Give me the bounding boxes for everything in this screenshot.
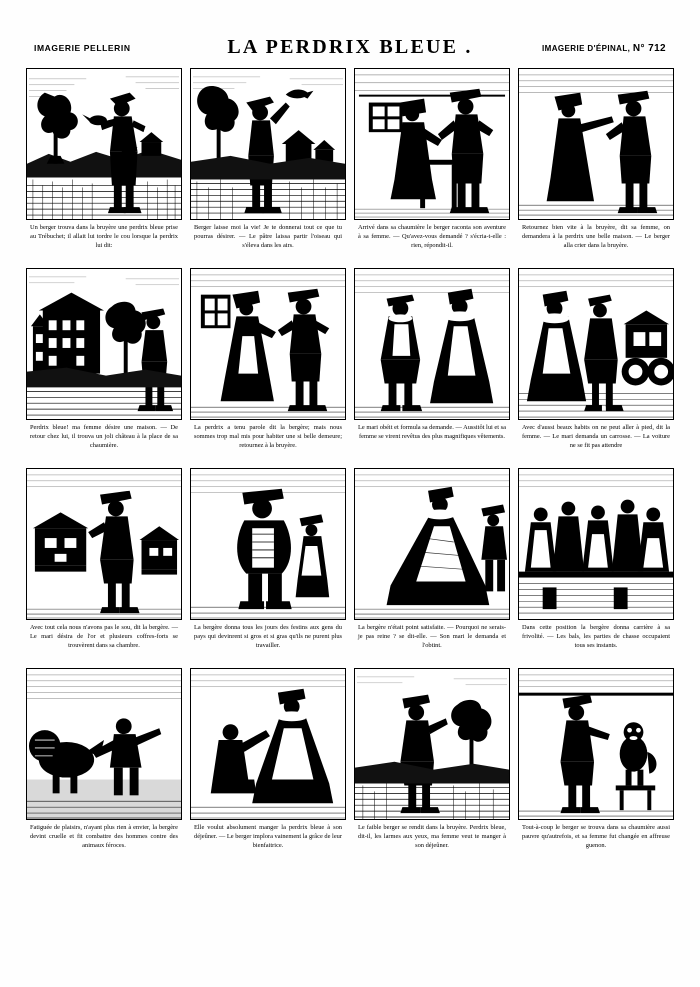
- panel-caption: Elle voulut absolument manger la perdrix bleue à son déjeûner. — Le berger implora vainement la grâce de leur bienfaitrice.: [194, 824, 342, 850]
- panel-15: [354, 668, 510, 864]
- panel-5: [26, 268, 182, 464]
- panel-caption: Tout-à-coup le berger se trouva dans sa chaumière aussi pauvre qu'autrefois, et sa femme fut changée en affreuse guenon.: [522, 824, 670, 850]
- engraving-bird-flies-away: [191, 69, 345, 219]
- panel-caption: Berger laisse moi la vie! Je te donnerai tout ce que tu pourras désirer. — Le pâtre laissa partir l'oiseau qui s'éleva dans les airs.: [194, 224, 342, 250]
- engraving-rich-garments: [355, 269, 509, 419]
- panel-caption: La bergère donna tous les jours des festins aux gens du pays qui devinrent si gros et si gras qu'ils ne purent plus travailler.: [194, 624, 342, 650]
- panel-caption: Avec d'aussi beaux habits on ne peut aller à pied, dit la femme. — Le mari demanda un carrosse. — La voiture ne se fit pas attendre: [522, 424, 670, 450]
- panel-3: [354, 68, 510, 264]
- panel-frame: [518, 468, 674, 620]
- panel-9: [26, 468, 182, 664]
- panel-12: [518, 468, 674, 664]
- page-title: LA PERDRIX BLEUE .: [227, 36, 473, 58]
- engraving-wife-turned-into-monkey: [519, 669, 673, 819]
- panel-frame: [26, 68, 182, 220]
- panel-grid: [26, 68, 674, 868]
- panel-13: [26, 668, 182, 864]
- engraving-carriage-arrives: [519, 269, 673, 419]
- panel-11: [354, 468, 510, 664]
- engraving-balls-and-hunts: [519, 469, 673, 619]
- panel-10: [190, 468, 346, 664]
- panel-4: [518, 68, 674, 264]
- panel-6: [190, 268, 346, 464]
- engraving-wife-asks-for-clothes: [191, 269, 345, 419]
- panel-caption: Perdrix bleue! ma femme désire une maison. — De retour chez lui, il trouva un joli château à la place de sa chaumière.: [30, 424, 178, 450]
- page-header: [34, 36, 666, 62]
- panel-caption: Avec tout cela nous n'avons pas le sou, dit la bergère. — Le mari désira de l'or et plusieurs coffres-forts se trouvèrent dans sa chambre.: [30, 624, 178, 650]
- engraving-wife-sends-husband-back: [519, 69, 673, 219]
- panel-caption: Le faible berger se rendit dans la bruyère. Perdrix bleue, dit-il, les larmes aux yeux, ma femme veut te manger à son déjeûner.: [358, 824, 506, 850]
- engraving-man-fights-beast: [27, 669, 181, 819]
- sheet-number: N° 712: [632, 43, 666, 54]
- imprint-text: IMAGERIE D'ÉPINAL,: [542, 44, 631, 53]
- panel-frame: [190, 68, 346, 220]
- imprint-label: [542, 43, 666, 54]
- panel-16: [518, 668, 674, 864]
- panel-frame: [518, 668, 674, 820]
- panel-caption: La perdrix a tenu parole dit la bergère; mais nous sommes trop mal mis pour habiter une si belle demeure; retournez à la bruyère.: [194, 424, 342, 450]
- panel-row: [26, 268, 674, 464]
- panel-caption: Le mari obéit et formula sa demande. — Aussitôt lui et sa femme se virent revêtus des plus magnifiques vêtements.: [358, 424, 506, 441]
- panel-frame: [190, 268, 346, 420]
- engraving-fat-feasting-villagers: [191, 469, 345, 619]
- panel-7: [354, 268, 510, 464]
- panel-row: [26, 468, 674, 664]
- engraving-shepherd-finds-partridge: [27, 69, 181, 219]
- publisher-label: IMAGERIE PELLERIN: [34, 43, 131, 53]
- panel-frame: [354, 668, 510, 820]
- panel-frame: [354, 268, 510, 420]
- panel-row: [26, 668, 674, 864]
- panel-frame: [26, 268, 182, 420]
- panel-frame: [26, 468, 182, 620]
- panel-1: [26, 68, 182, 264]
- panel-frame: [354, 468, 510, 620]
- panel-caption: Un berger trouva dans la bruyère une perdrix bleue prise au Trébuchet; il allait lui tordre le cou lorsque la perdrix lui dit:: [30, 224, 178, 250]
- panel-frame: [190, 668, 346, 820]
- panel-frame: [354, 68, 510, 220]
- panel-caption: Retournez bien vite à la bruyère, dit sa femme, on demandera à la perdrix une belle maison. — Le berger alla crier dans la bruyère.: [522, 224, 670, 250]
- engraving-shepherd-begs-mercy: [191, 669, 345, 819]
- panel-14: [190, 668, 346, 864]
- panel-caption: Dans cette position la bergère donna carrière à sa frivolité. — Les bals, les parties de chasse occupaient tous ses instants.: [522, 624, 670, 650]
- engraving-strongboxes-of-gold: [27, 469, 181, 619]
- panel-frame: [518, 268, 674, 420]
- engraving-cottage-interior-telling: [355, 69, 509, 219]
- panel-frame: [518, 68, 674, 220]
- panel-row: [26, 68, 674, 264]
- panel-2: [190, 68, 346, 264]
- panel-caption: Fatiguée de plaisirs, n'ayant plus rien à envier, la bergère devint cruelle et fit combattre des hommes contre des animaux féroces.: [30, 824, 178, 850]
- panel-caption: La bergère n'était point satisfaite. — Pourquoi ne serais-je pas reine ? se dit-elle. — Son mari le demanda et l'obtint.: [358, 624, 506, 650]
- panel-caption: Arrivé dans sa chaumière le berger raconta son aventure à sa femme. — Qu'avez-vous demandé ? s'écria-t-elle : rien, répondit-il.: [358, 224, 506, 250]
- panel-8: [518, 268, 674, 464]
- engraving-becomes-queen: [355, 469, 509, 619]
- panel-frame: [26, 668, 182, 820]
- panel-frame: [190, 468, 346, 620]
- engraving-castle-appears: [27, 269, 181, 419]
- engraving-shepherd-returns-to-heath: [355, 669, 509, 819]
